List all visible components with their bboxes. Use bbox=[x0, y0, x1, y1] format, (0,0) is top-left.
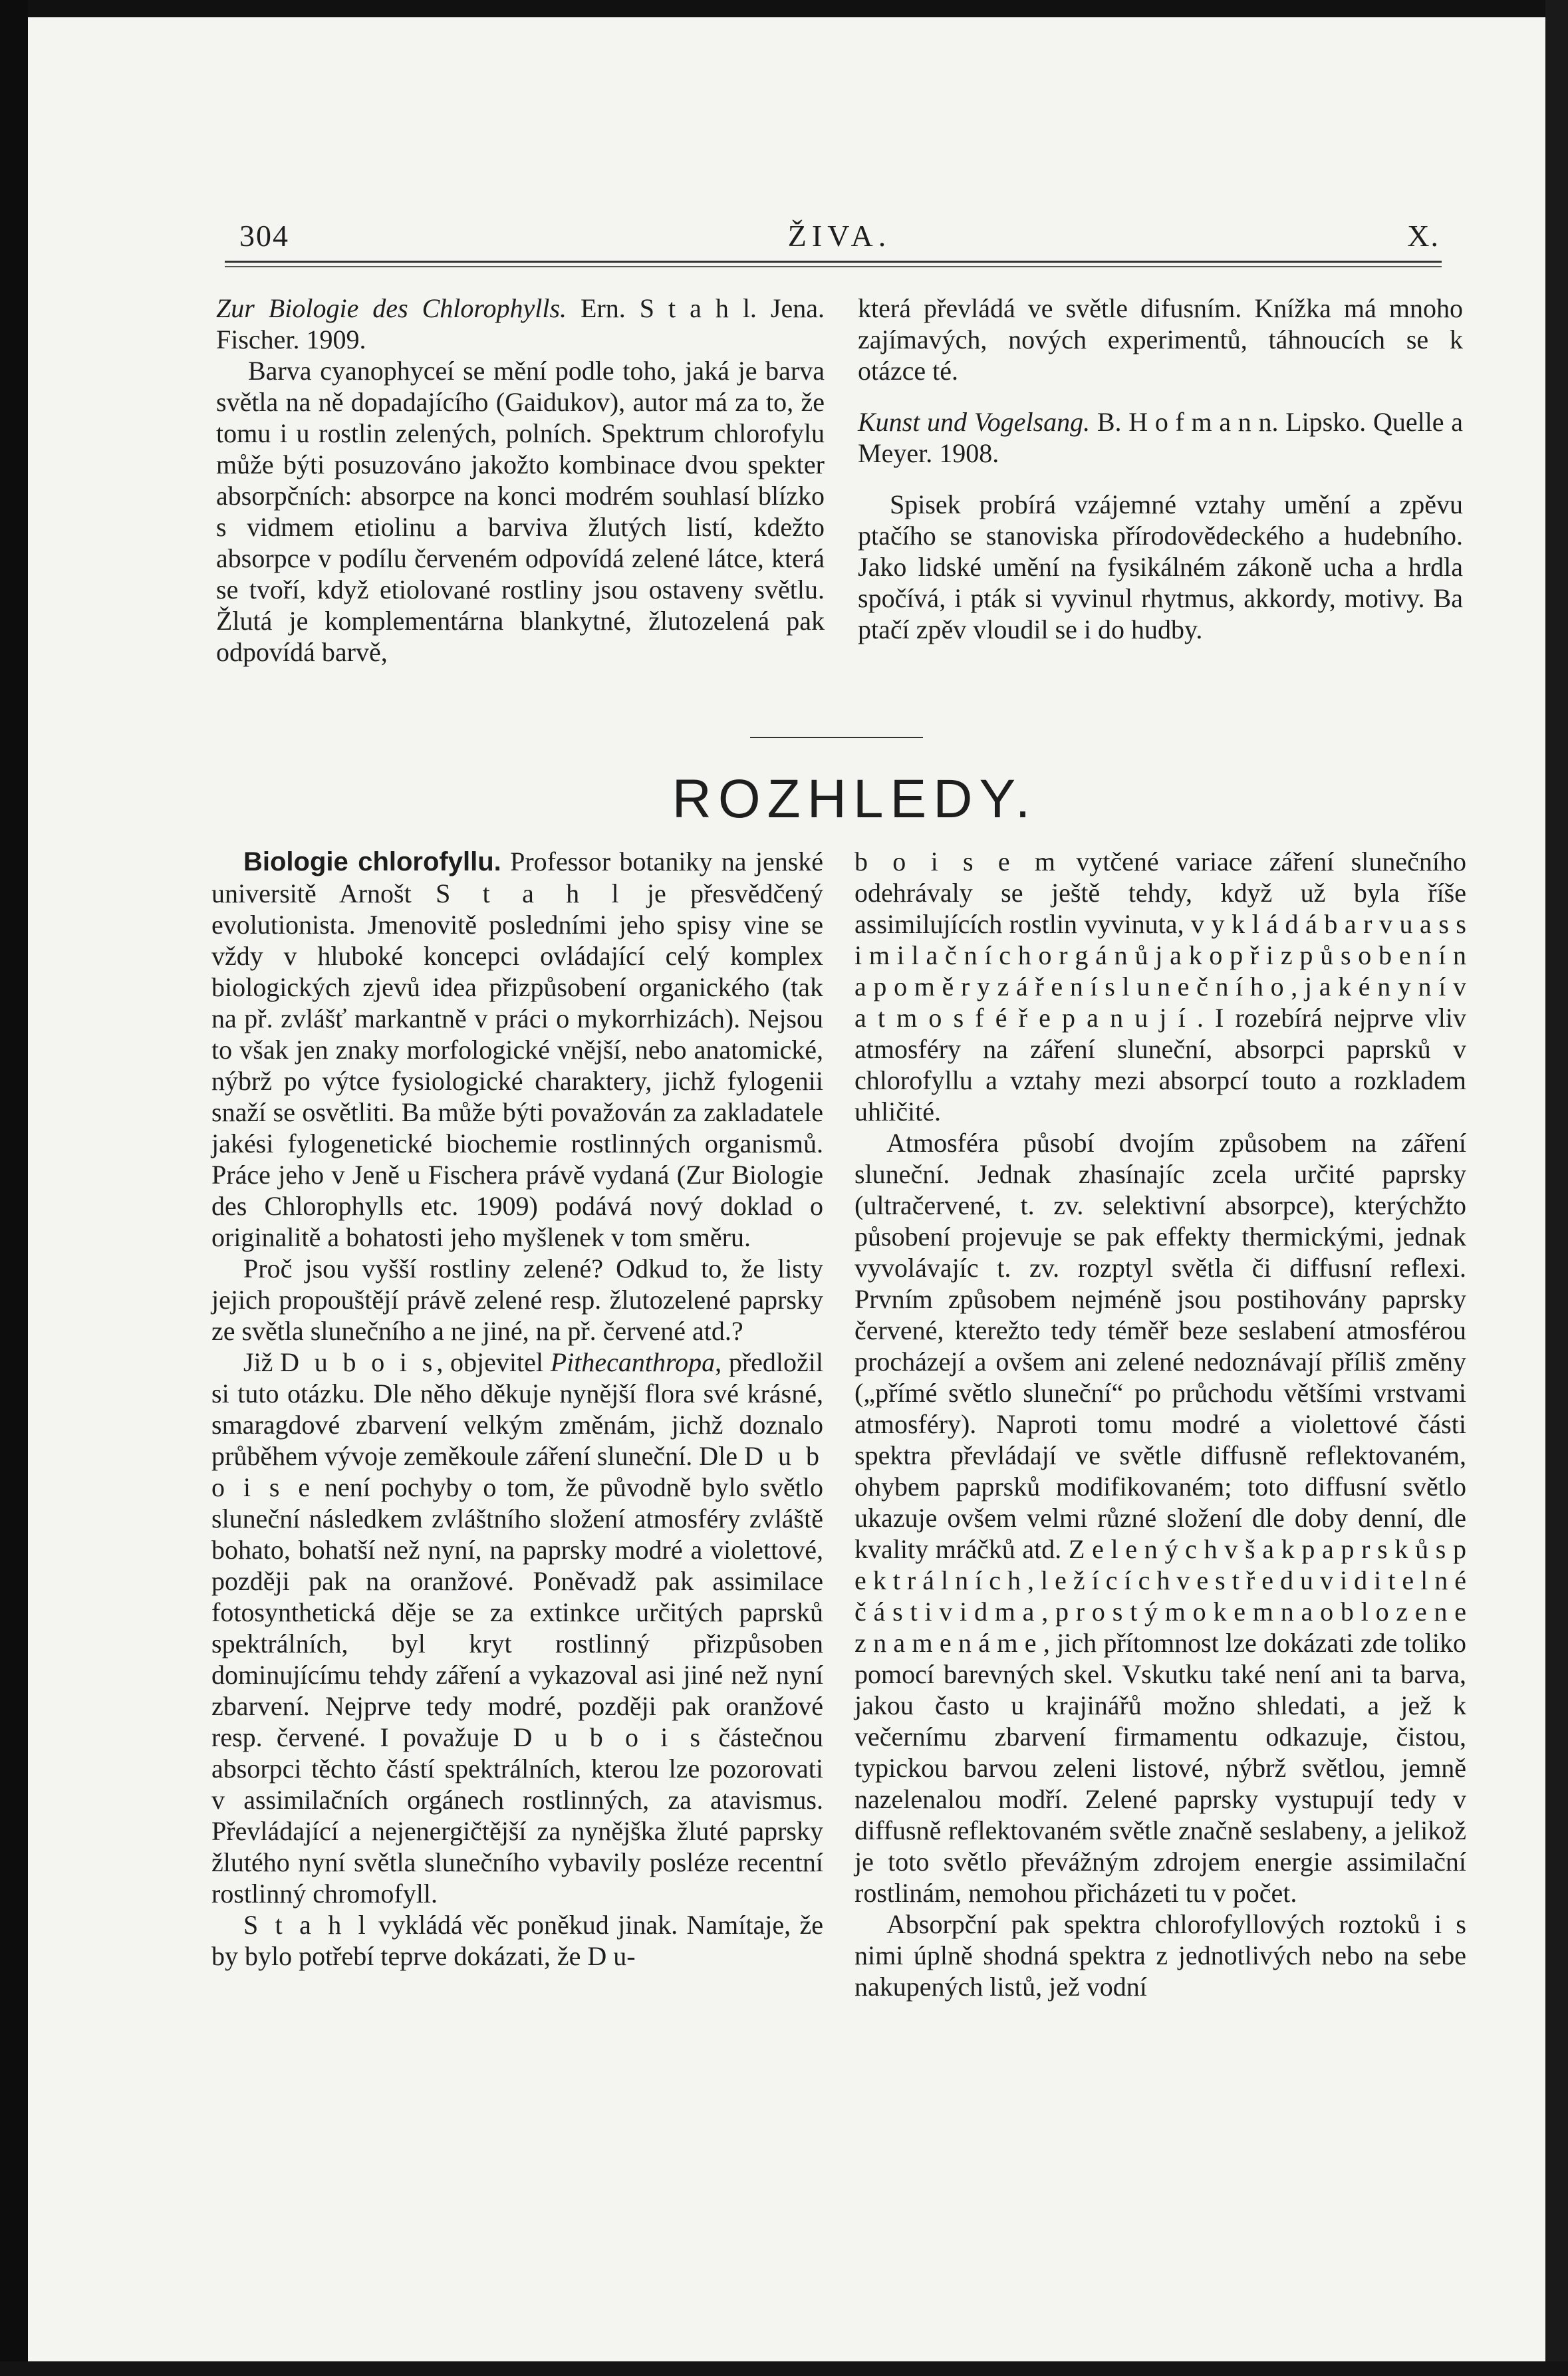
p3-text-d: není pochyby o tom, že původně bylo světlo sluneční následkem zvláštního složení atmosféry zvláště bohato, bohatší než nyní, na paprsky modré a violettové, později pak na oranžové. Poněvadž pak assimilace fotosynthetická děje se za extinkce určitých paprsků spektrálních, byl kryt rostlinný přizpůsoben dominujícímu tehdy záření a vykazoval asi jiné než nyní zbarvení. Nejprve tedy modré, později pak oranžové resp. červené. I považuje bbox=[211, 1472, 823, 1752]
p3-text-a: Již bbox=[243, 1347, 273, 1377]
scan-border-left bbox=[0, 0, 28, 2376]
review-author-2: B. H o f m a n n. Lipsko. Quelle a Meyer. 1908. bbox=[858, 407, 1464, 468]
p3-name-2: D u b o i s e bbox=[211, 1441, 824, 1502]
section-divider bbox=[750, 737, 923, 738]
article-paragraph-1 bbox=[211, 846, 823, 1253]
article-paragraph-7: Absorpční pak spektra chlorofyllových roztoků i s nimi úplně shodná spektra z jednotlivých nebo na sebe nakupených listů, jež vodní bbox=[854, 1909, 1466, 2002]
review-body-1: Barva cyanophyceí se mění podle toho, jaká je barva světla na ně dopadajícího (Gaidukov), autor má za to, že tomu i u rostlin zelených, polních. Spektrum chlorofylu může býti posuzováno jakožto kombinace dvou spekter absorpčních: absorpce na konci modrém souhlasí blízko s vidmem etiolinu a barviva žlutých listí, kdežto absorpce v podílu červeném odpovídá zelené látce, která se tvoří, když etiolované rostliny jsou ostaveny světlu. Žlutá je komplementárna blankytné, žlutozelená pak odpovídá barvě, bbox=[216, 356, 825, 667]
p3-name-1: D u b o i s bbox=[280, 1347, 437, 1377]
article-paragraph-6 bbox=[854, 1127, 1466, 1909]
section-heading: ROZHLEDY. bbox=[672, 769, 1037, 829]
review-citation-2 bbox=[858, 406, 1463, 469]
article-paragraph-5 bbox=[854, 846, 1466, 1127]
p3-text-e: částečnou absorpci těchto částí spektrálních, kterou lze pozorovati v assimilačních orgánech rostlinných, za atavismus. Převládající a nejenergičtější za nynějška žluté paprsky žlutého nyní světla slunečního vybavily posléze recentní rostlinný chromofyll. bbox=[211, 1722, 824, 1909]
p1-text-b: je přesvědčený evolutionista. Jmenovitě posledními jeho spisy vine se vždy v hluboké koncepci ovládající celý komplex biologických zjevů idea přizpůsobení organického (tak na př. zvlášť markantně v práci o mykorrhizách). Nejsou to však jen znaky morfologické vnější, nebo anatomické, nýbrž po výtce fysiologické charaktery, jichž fylogenii snaží se osvětliti. Ba může býti považován za zakladatele jakési fylogenetické biochemie rostlinných organismů. Práce jeho v Jeně u Fischera právě vydaná (Zur Biologie des Chlorophylls etc. 1909) podává nový doklad o originalitě a bohatosti jeho myšlenek v tom směru. bbox=[211, 878, 823, 1252]
r1-text-b: vytčené variace záření slunečního odehrávaly se ještě tehdy, když už byla říše assimilujících rostlin vyvinuta, bbox=[854, 847, 1467, 939]
article-paragraph-2: Proč jsou vyšší rostliny zelené? Odkud to, že listy jejich propouštějí právě zelené resp. žlutozelené paprsky ze světla slunečního a ne jiné, na př. červené atd.? bbox=[211, 1254, 823, 1346]
review-citation-1 bbox=[216, 293, 825, 355]
scan-border-right bbox=[1545, 0, 1568, 2376]
right-column-top bbox=[858, 293, 1463, 645]
page-number: 304 bbox=[239, 219, 289, 253]
r1-spaced-text: v y k l á d á b a r v u a s s i m i l a č n í c h o r g á n ů j a k o p ř i z p ů s o b e n í n a p o m ě r y z á ř e n í s l u n e č n í h o , j a k é n y n í v a t m o s f é ř e p a n u j í . bbox=[854, 909, 1466, 1033]
scan-border-bottom bbox=[0, 2361, 1568, 2376]
r2-text-a: Atmosféra působí dvojím způsobem na záření sluneční. Jednak zhasínajíc zcela určité paprsky (ultračervené, t. zv. selektivní absorpce), kterýchžto působení projevuje se pak effekty thermickými, jednak vyvolávajíc t. zv. rozptyl světla či diffusní reflexi. Prvním způsobem nejméně jsou postihovány paprsky červené, kterežto tedy téměř beze seslabení atmosférou procházejí a ovšem ani zelené nedoznávají příliš změny („přímé světlo sluneční“ po průchodu většími vrstvami atmosféry). Naproti tomu modré a violettové části spektra převládají ve světle diffusně reflektovaném, ohybem paprsků modifikovaném; toto diffusní světlo ukazuje ovšem velmi různé složení dle doby denní, dle kvality mráčků atd. bbox=[854, 1128, 1466, 1564]
p3-text-c: , předložil si tuto otázku. Dle něho děkuje nynější flora své krásné, smaragdové zbarvení velkým změnám, jichž doznalo průběhem vývoje zeměkoule záření sluneční. Dle bbox=[211, 1347, 823, 1471]
volume-number: X. bbox=[1407, 219, 1440, 253]
p4-name: S t a h l bbox=[243, 1910, 370, 1940]
right-column-main bbox=[854, 846, 1466, 2002]
review-body-2: Spisek probírá vzájemné vztahy umění a zpěvu ptačího se stanoviska přírodovědeckého a hudebního. Jako lidské umění na fysikálném zákoně ucha a hrdla spočívá, i pták si vyvinul rhytmus, akkordy, motivy. Ba ptačí zpěv vloudil se i do hudby. bbox=[858, 489, 1463, 644]
p1-author-name: S t a h l bbox=[436, 878, 623, 908]
p1-text-a: Professor botaniky na jenské universitě Arnošt bbox=[211, 847, 824, 908]
header-double-rule bbox=[225, 261, 1442, 267]
scan-border-top bbox=[0, 0, 1568, 17]
left-column-main bbox=[211, 846, 823, 1972]
p4-text-a: vykládá věc poněkud jinak. Namítaje, že by bylo potřebí teprve dokázati, že D u- bbox=[211, 1910, 824, 1971]
p3-text-b: , objevitel bbox=[436, 1347, 544, 1377]
journal-title: ŽIVA. bbox=[787, 219, 892, 253]
article-lead: Biologie chlorofyllu. bbox=[243, 847, 501, 876]
r2-text-b: jich přítomnost lze dokázati zde toliko pomocí barevných skel. Vskutku také není ani ta barva, jakou často u krajinářů možno shledati, a jež k večernímu zbarvení firmamentu odkazuje, čistou, typickou barvou zeleni listové, nýbrž světlou, jemně nazelenalou modří. Zelené paprsky vystupují tedy v diffusně reflektovaném světle značně seslabeny, a jelikož je toto světlo převážným zdrojem energie assimilační rostlinám, nemohou přicházeti tu v počet. bbox=[854, 1628, 1467, 1908]
article-paragraph-4 bbox=[211, 1909, 823, 1972]
p3-name-3: D u b o i s bbox=[513, 1722, 705, 1752]
review-title-1: Zur Biologie des Chlorophylls. bbox=[216, 293, 567, 323]
left-column-top bbox=[216, 293, 825, 668]
running-head bbox=[239, 218, 1440, 255]
r2-spaced-text: Z e l e n ý c h v š a k p a p r s k ů s p e k t r á l n í c h , l e ž í c í c h v e s t ř e d u v i d i t e l n é č á s t i v i d m a , p r o s t ý m o k e m n a o b l o z e n e z n a m e n á m e , bbox=[854, 1534, 1467, 1658]
r1-text-c: I rozebírá nejprve vliv atmosféry na záření sluneční, absorpci paprsků v chlorofyllu a vztahy mezi absorpcí touto a rozkladem uhličité. bbox=[854, 1003, 1466, 1126]
article-paragraph-3 bbox=[211, 1347, 823, 1909]
review-body-1-continued: která převládá ve světle difusním. Knížka má mnoho zajímavých, nových experimentů, táhnoucích se k otázce té. bbox=[858, 293, 1463, 386]
review-author-1: Ern. S t a h l. Jena. Fischer. 1909. bbox=[216, 293, 825, 354]
p3-italic: Pithecanthropa bbox=[550, 1347, 716, 1377]
review-title-2: Kunst und Vogelsang. bbox=[858, 407, 1091, 437]
r1-name: b o i s e m bbox=[854, 847, 1060, 876]
